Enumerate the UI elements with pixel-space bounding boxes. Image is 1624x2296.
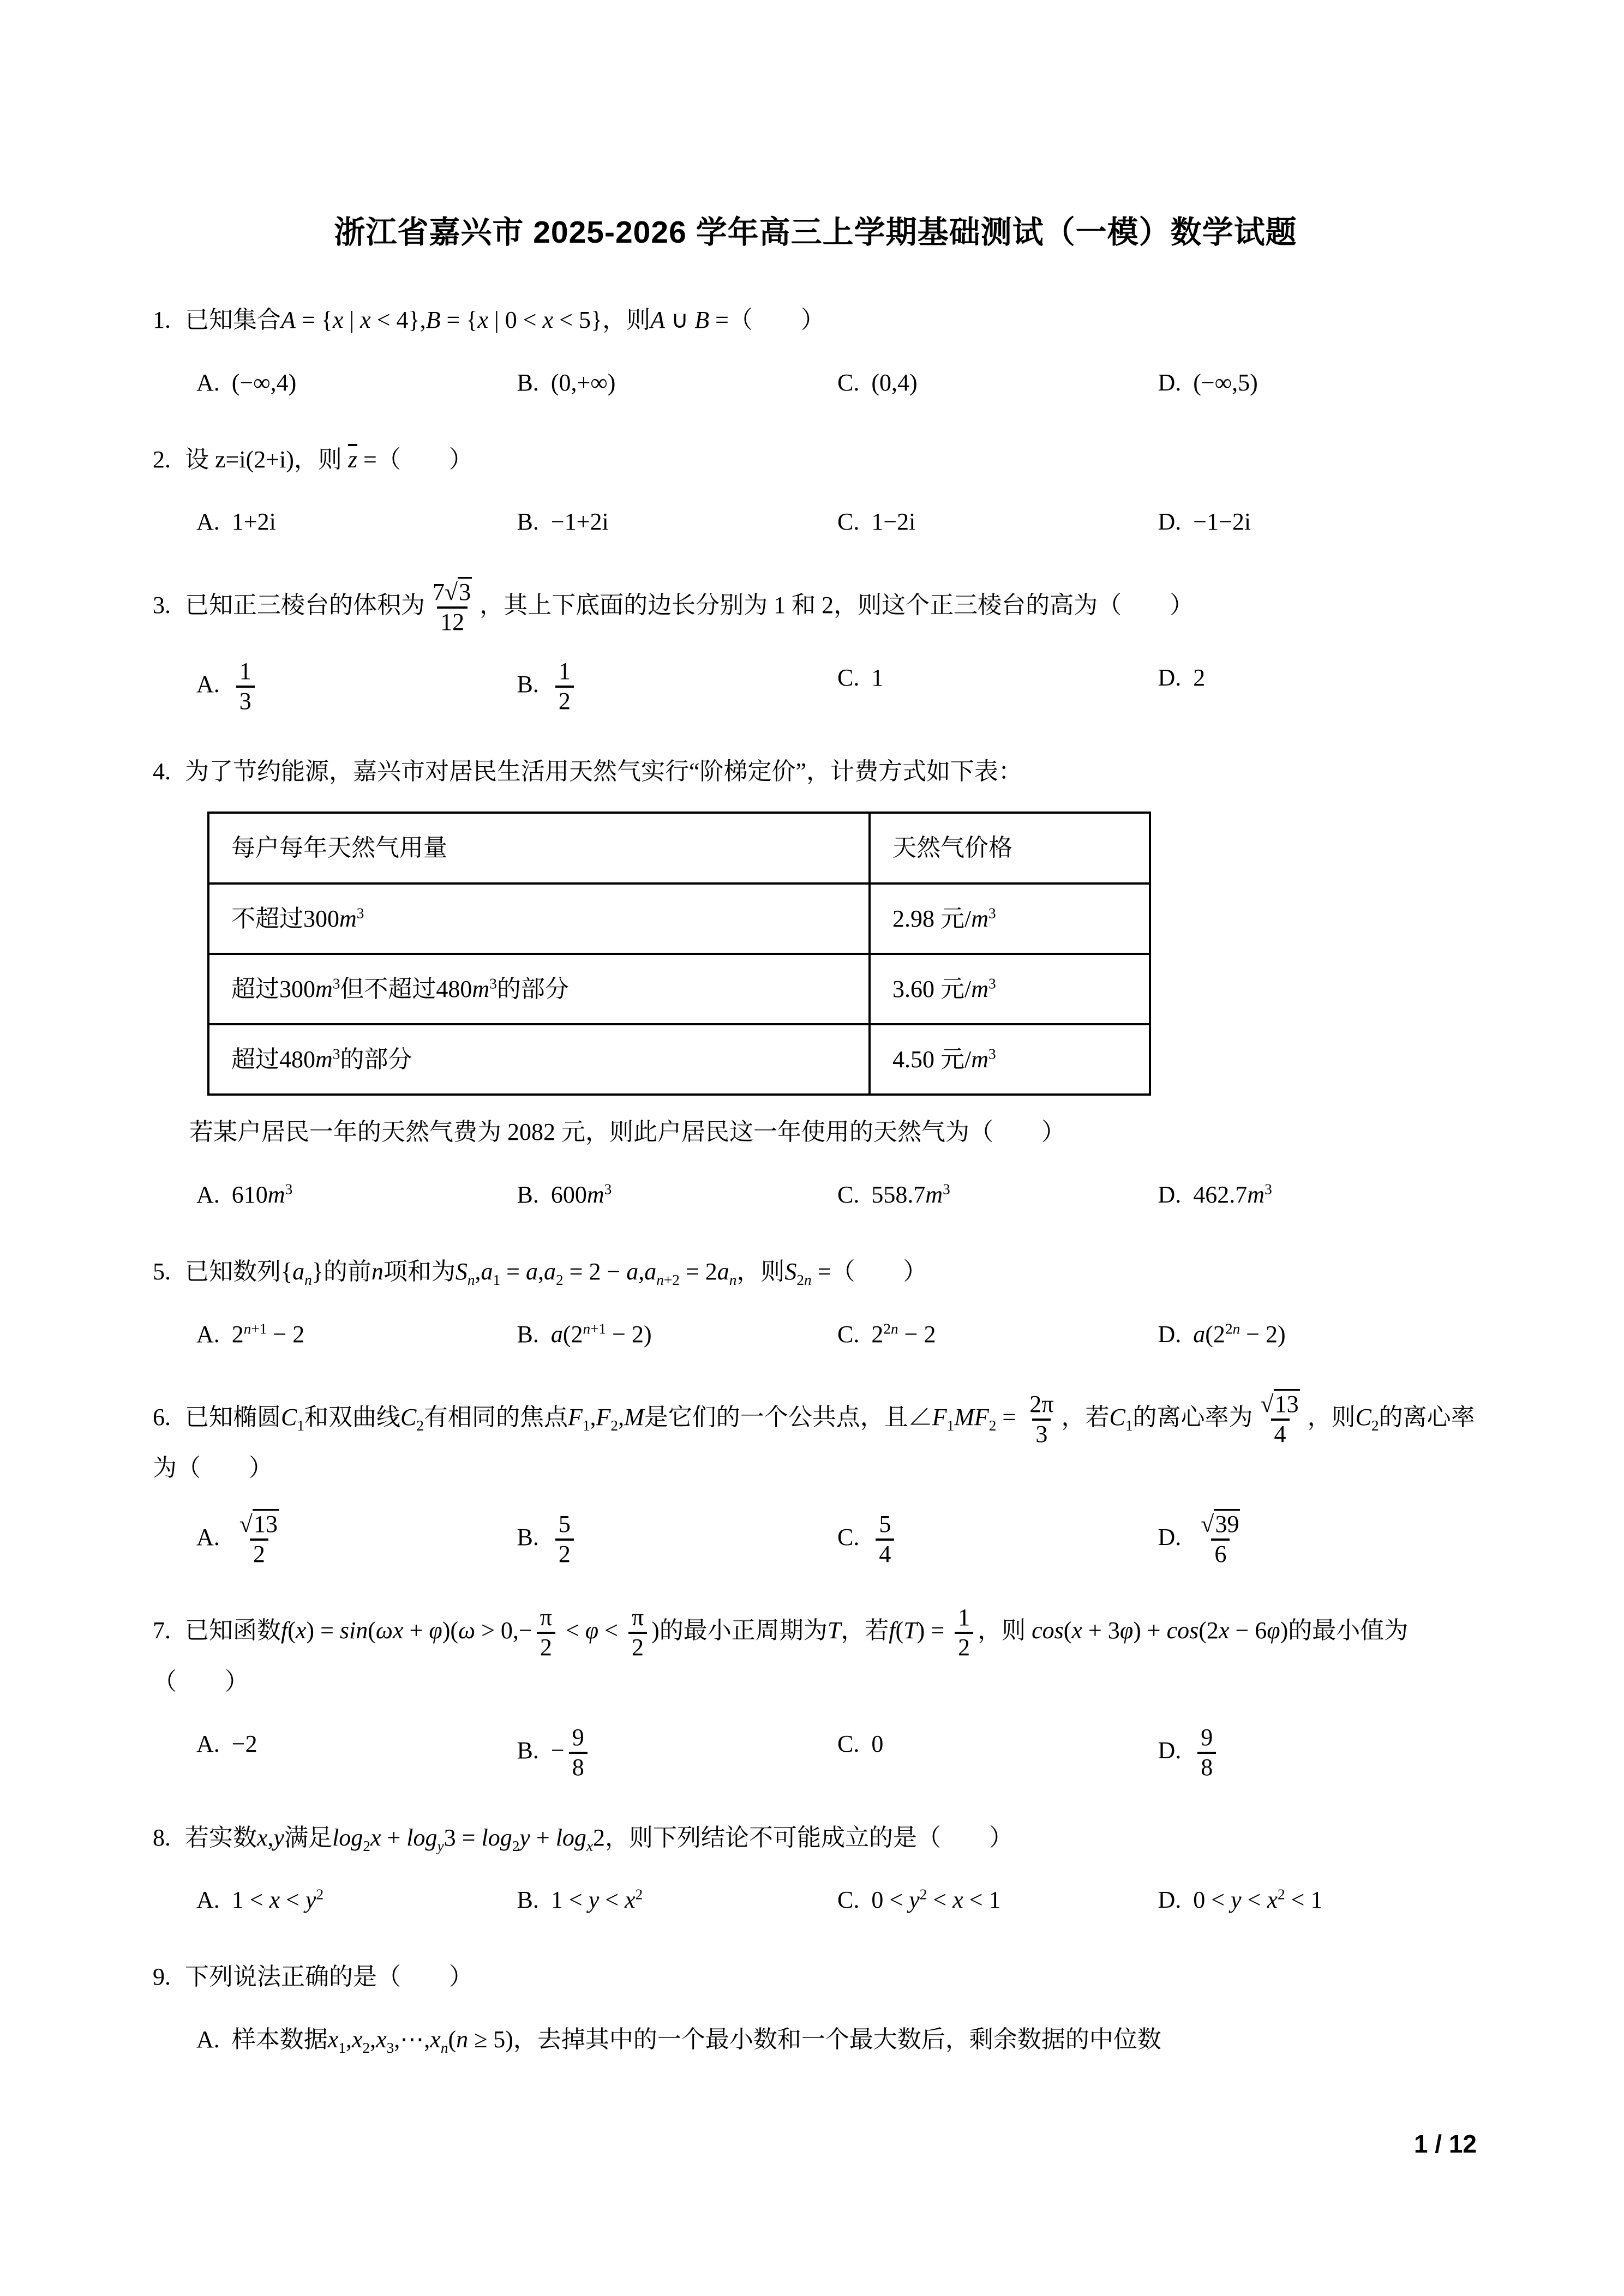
option-label: C.	[837, 1886, 860, 1914]
option-label: D.	[1158, 508, 1182, 536]
table-header-cell: 天然气价格	[870, 813, 1150, 883]
option-value: −2	[231, 1730, 257, 1758]
question-stem: 已知数列$\{a_n\}$的前n项和为$S_n,a_1 = a,a_2 = 2 - a,a_{n+2} = 2a_n$，则$S_{2n}$ =（ ）	[185, 1258, 927, 1288]
option-a	[196, 1511, 517, 1568]
option-value: $\frac{√13}{2}$	[232, 1524, 286, 1550]
option-value: 0	[871, 1730, 884, 1758]
options-row	[153, 1314, 1478, 1355]
option-d	[1158, 1724, 1479, 1781]
option-b	[517, 1511, 838, 1568]
option-label: A.	[196, 1320, 220, 1348]
option-value: $\frac{9}{8}$	[1193, 1737, 1220, 1764]
option-value: (−∞,4)	[231, 369, 297, 396]
table-cell: 4.50 元$/m^3$	[870, 1024, 1150, 1095]
table-cell: 超过$480m^3$的部分	[208, 1024, 870, 1095]
exam-content	[153, 207, 1478, 2096]
option-label: A.	[196, 1181, 220, 1208]
option-label: B.	[517, 1737, 539, 1764]
option-c	[837, 1175, 1158, 1216]
option-value: $0 < y < x^2 < 1$	[1193, 1886, 1323, 1914]
question-number: 3.	[153, 591, 171, 618]
option-b	[517, 1724, 838, 1781]
option-label: A.	[196, 1730, 220, 1758]
option-label: B.	[517, 1320, 539, 1348]
table-cell: 2.98 元$/m^3$	[870, 883, 1150, 954]
question-2	[153, 440, 1478, 543]
options-row	[153, 502, 1478, 543]
option-value: (0,4)	[871, 369, 918, 396]
option-label: D.	[1158, 1886, 1182, 1914]
question-stem: 设 z=i(2+i)，则 $\overline{z}$ =（ ）	[185, 446, 473, 473]
option-value: $558.7m^3$	[871, 1181, 950, 1208]
option-value: 1+2i	[231, 508, 276, 536]
options-row	[153, 363, 1478, 404]
page-footer: 1 / 12	[1413, 2130, 1477, 2158]
option-value: $\frac{5}{2}$	[551, 1524, 578, 1550]
table-header-cell: 每户每年天然气用量	[208, 813, 870, 883]
option-value: $a(2^{2n} - 2)$	[1193, 1320, 1286, 1348]
option-label: D.	[1158, 1523, 1182, 1550]
options-row	[153, 1511, 1478, 1568]
option-a	[196, 1175, 517, 1216]
option-c	[837, 658, 1158, 715]
option-a	[196, 658, 517, 715]
table-row	[208, 954, 1150, 1024]
option-d	[1158, 658, 1479, 715]
option-value: $2^{n+1} - 2$	[231, 1320, 305, 1348]
option-value: $\frac{1}{2}$	[551, 671, 578, 698]
option-d	[1158, 1880, 1479, 1921]
option-label: C.	[837, 1730, 860, 1758]
option-d	[1158, 1175, 1479, 1216]
question-number: 2.	[153, 446, 171, 473]
question-stem: 若实数x,y满足$\log_2x + \log_y3 = \log_2y + \log_x2$，则下列结论不可能成立的是（ ）	[185, 1824, 1014, 1854]
option-value: $\frac{1}{3}$	[232, 671, 259, 698]
option-label: D.	[1158, 1181, 1182, 1208]
question-1	[153, 300, 1478, 404]
option-label: C.	[837, 664, 860, 692]
option-label: D.	[1158, 369, 1182, 396]
question-8	[153, 1818, 1478, 1921]
question-stem: 已知正三棱台的体积为 $\frac{7√3}{12}$ ，其上下底面的边长分别为 1 和 2，则这个正三棱台的高为（ ）	[185, 592, 1194, 618]
option-label: B.	[517, 1886, 539, 1914]
option-label: C.	[837, 508, 860, 536]
option-label: B.	[517, 1181, 539, 1208]
option-value: (−∞,5)	[1193, 369, 1258, 396]
option-value: 1−2i	[871, 508, 916, 536]
question-4	[153, 752, 1478, 1216]
option-value: $a(2^{n+1} - 2)$	[550, 1320, 652, 1348]
option-label: C.	[837, 369, 860, 396]
option-label: B.	[517, 369, 539, 396]
option-value: −1−2i	[1193, 508, 1251, 536]
question-followup: 若某户居民一年的天然气费为 2082 元，则此户居民这一年使用的天然气为（ ）	[189, 1119, 1065, 1146]
option-c	[837, 1511, 1158, 1568]
option-c	[837, 1724, 1158, 1781]
option-label: A.	[196, 1886, 220, 1914]
option-b	[517, 1314, 838, 1355]
table-row	[208, 1024, 1150, 1095]
table-cell: 不超过$300m^3$	[208, 883, 870, 954]
option-value: $610m^3$	[231, 1181, 293, 1208]
option-value: $600m^3$	[550, 1181, 612, 1208]
option-value: $0 < y^2 < x < 1$	[871, 1886, 1001, 1914]
option-label: B.	[517, 671, 539, 698]
option-value: $2^{2n} - 2$	[871, 1320, 936, 1348]
options-row	[153, 1175, 1478, 1216]
question-number: 5.	[153, 1258, 171, 1285]
question-stem: 为了节约能源，嘉兴市对居民生活用天然气实行“阶梯定价”，计费方式如下表：	[185, 758, 1023, 785]
option-label: D.	[1158, 1320, 1182, 1348]
table-row	[208, 813, 1150, 883]
question-stem: 已知函数f(x) = sin(ωx + φ)(ω > 0,− $\frac{\pi}{2}$ < φ < $\frac{\pi}{2}$ )的最小正周期为T，若f(T) = $\frac{1}{2}$ ，则 cos(x + 3φ) + cos(2x − 6φ)的最小值为（ ）	[153, 1604, 1409, 1695]
option-d	[1158, 1511, 1479, 1568]
option-a	[196, 1880, 517, 1921]
option-label: C.	[837, 1320, 860, 1348]
options-row	[153, 2019, 1478, 2060]
option-value: − $\frac{9}{8}$	[551, 1737, 592, 1764]
option-c	[837, 502, 1158, 543]
option-d	[1158, 502, 1479, 543]
option-value: −1+2i	[550, 508, 609, 536]
options-row	[153, 658, 1478, 715]
option-value: $462.7m^3$	[1193, 1181, 1272, 1208]
question-number: 6.	[153, 1403, 171, 1431]
option-c	[837, 363, 1158, 404]
option-d	[1158, 363, 1479, 404]
option-a	[196, 502, 517, 543]
option-label: A.	[196, 1523, 220, 1550]
option-label: A.	[196, 508, 220, 536]
option-b	[517, 502, 838, 543]
options-row	[153, 1724, 1478, 1781]
option-label: D.	[1158, 664, 1182, 692]
option-d	[1158, 1314, 1479, 1355]
option-label: A.	[196, 369, 220, 396]
option-a	[196, 1724, 517, 1781]
option-value: (0,+∞)	[550, 369, 616, 396]
option-value: 2	[1193, 664, 1206, 692]
question-stem: 下列说法正确的是（ ）	[185, 1963, 473, 1991]
gas-pricing-table	[207, 812, 1151, 1096]
question-6	[153, 1391, 1478, 1568]
option-c	[837, 1880, 1158, 1921]
table-cell: 3.60 元$/m^3$	[870, 954, 1150, 1024]
option-label: A.	[196, 671, 220, 698]
option-label: B.	[517, 508, 539, 536]
question-stem: 已知集合A = {x | x < 4},B = {x | 0 < x < 5}，则A ∪ B =（ ）	[185, 306, 825, 333]
option-b	[517, 1880, 838, 1921]
table-cell: 超过$300m^3$但不超过$480m^3$的部分	[208, 954, 870, 1024]
option-label: B.	[517, 1523, 539, 1550]
question-3	[153, 579, 1478, 715]
question-number: 1.	[153, 306, 171, 333]
option-a	[196, 1314, 517, 1355]
option-label: D.	[1158, 1737, 1182, 1764]
option-b	[517, 658, 838, 715]
option-c	[837, 1314, 1158, 1355]
question-stem: 已知椭圆$C_1$和双曲线$C_2$有相同的焦点$F_1,F_2,M$是它们的一个公共点，且$\angle F_1MF_2$ = $\frac{2\pi}{3}$ ，若$C_1$的离心率为 $\frac{√13}{4}$ ，则$C_2$的离心率为（ ）	[153, 1404, 1475, 1482]
option-a	[196, 2019, 1478, 2060]
option-value: 1	[871, 664, 884, 692]
question-number: 7.	[153, 1617, 171, 1644]
option-b	[517, 363, 838, 404]
option-value: $\frac{5}{4}$	[871, 1524, 898, 1550]
page-title: 浙江省嘉兴市 2025-2026 学年高三上学期基础测试（一模）数学试题	[334, 215, 1297, 250]
question-7	[153, 1604, 1478, 1781]
option-value: 样本数据$x_1,x_2,x_3,\cdots,x_n(n \ge 5)$，去掉其中的一个最小数和一个最大数后，剩余数据的中位数	[231, 2026, 1161, 2056]
option-label: C.	[837, 1181, 860, 1208]
options-row	[153, 1880, 1478, 1921]
question-5	[153, 1252, 1478, 1355]
question-number: 8.	[153, 1824, 171, 1851]
option-value: $1 < y < x^2$	[550, 1886, 643, 1914]
question-9	[153, 1957, 1478, 2060]
option-value: $\frac{√39}{6}$	[1193, 1524, 1248, 1550]
question-number: 9.	[153, 1963, 171, 1991]
option-a	[196, 363, 517, 404]
option-label: C.	[837, 1523, 860, 1550]
option-value: $1 < x < y^2$	[231, 1886, 324, 1914]
option-b	[517, 1175, 838, 1216]
question-number: 4.	[153, 758, 171, 785]
option-label: A.	[196, 2026, 220, 2053]
table-row	[208, 883, 1150, 954]
